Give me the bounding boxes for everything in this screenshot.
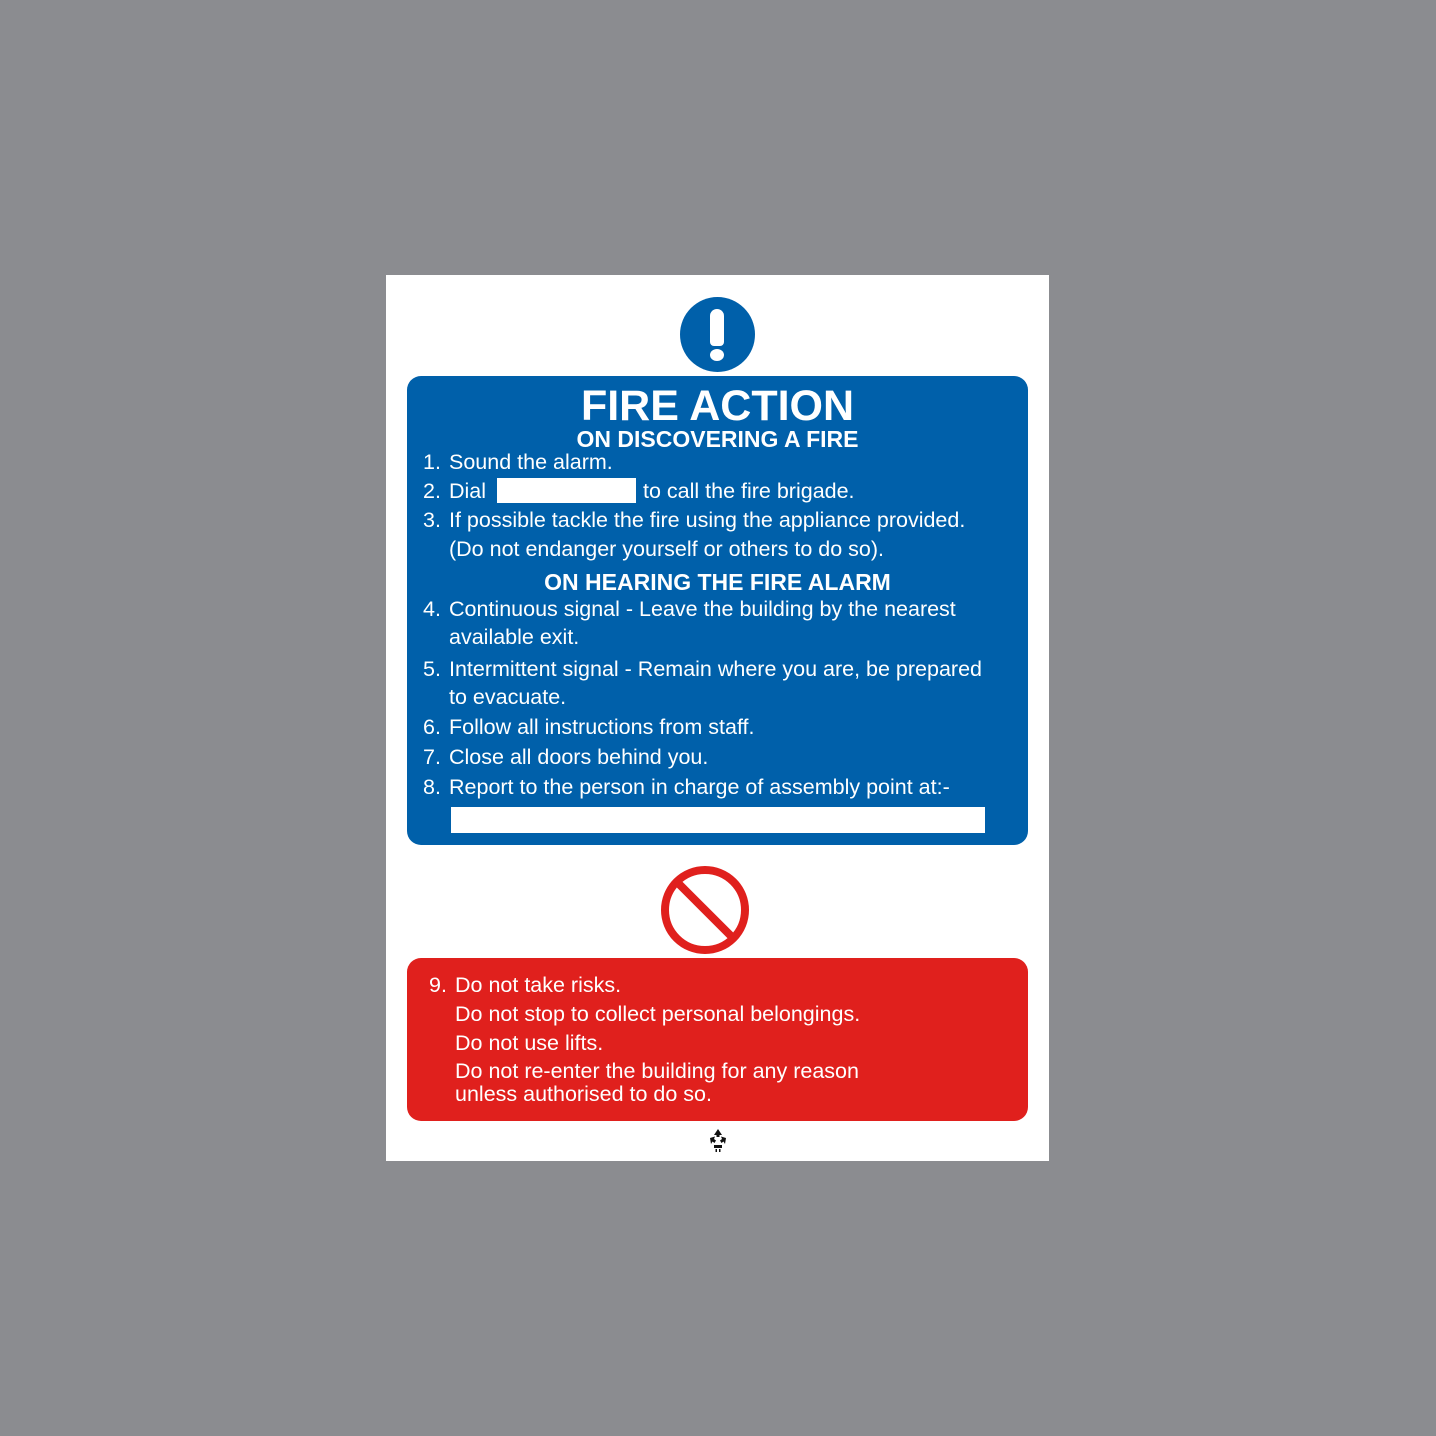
phone-number-blank — [497, 478, 636, 503]
step-6: 6. Follow all instructions from staff. — [423, 715, 755, 739]
section-heading-discovering: ON DISCOVERING A FIRE — [576, 426, 859, 452]
step-4: 4. Continuous signal - Leave the building by the nearest — [423, 597, 956, 621]
prohibition-line-5: unless authorised to do so. — [455, 1082, 712, 1106]
step-5: 5. Intermittent signal - Remain where you are, be prepared — [423, 657, 982, 681]
step-7: 7. Close all doors behind you. — [423, 745, 709, 769]
prohibition-line-4: Do not re-enter the building for any reason — [455, 1059, 859, 1083]
step-2-continuation: to call the fire brigade. — [643, 479, 855, 503]
prohibition-line-3: Do not use lifts. — [455, 1031, 604, 1055]
assembly-point-blank — [451, 807, 985, 833]
recycle-icon — [707, 1128, 729, 1152]
step-3: 3. If possible tackle the fire using the appliance provided. — [423, 508, 966, 532]
step-3-note: (Do not endanger yourself or others to do so). — [449, 537, 885, 561]
sign-title: FIRE ACTION — [580, 382, 855, 430]
step-2: 2. Dial — [423, 479, 487, 503]
step-1: 1. Sound the alarm. — [423, 450, 613, 474]
step-5-continuation: to evacuate. — [449, 685, 567, 709]
fire-action-sign — [386, 275, 1049, 1161]
prohibition-icon — [660, 865, 750, 955]
exclamation-mandatory-icon — [680, 297, 755, 372]
section-heading-hearing: ON HEARING THE FIRE ALARM — [544, 569, 891, 595]
step-8: 8. Report to the person in charge of assembly point at:- — [423, 775, 950, 799]
prohibition-line-1: 9. Do not take risks. — [429, 973, 622, 997]
prohibition-panel — [407, 958, 1028, 1121]
prohibition-line-2: Do not stop to collect personal belongings. — [455, 1002, 861, 1026]
fire-action-panel — [407, 376, 1028, 845]
step-4-continuation: available exit. — [449, 625, 580, 649]
